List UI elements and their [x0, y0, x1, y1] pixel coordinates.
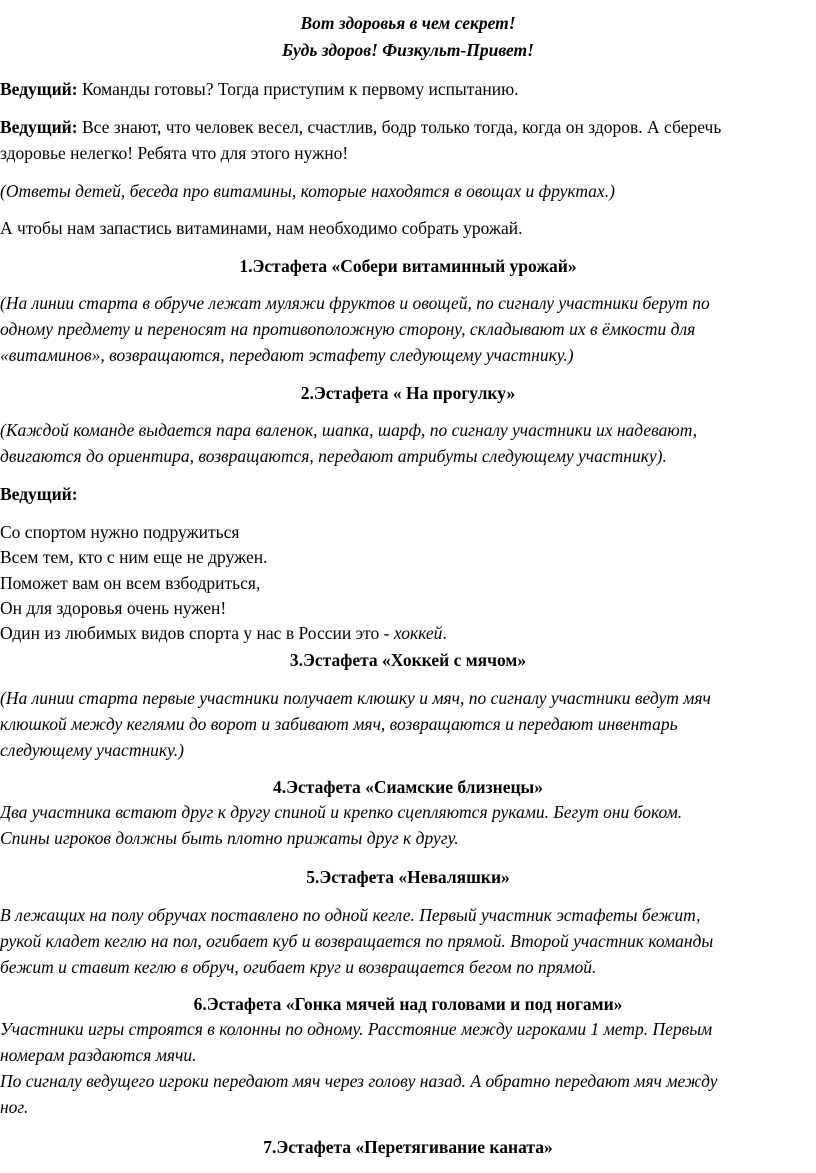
paragraph-2-line-2: здоровье нелегко! Ребята что для этого нужно!	[0, 143, 349, 163]
title-line-2: Будь здоров! Физкульт-Привет!	[282, 40, 534, 60]
relay-1-line: «витаминов», возвращаются, передают эстафету следующему участнику.)	[0, 345, 574, 365]
relay-6-line: номерам раздаются мячи.	[0, 1045, 197, 1065]
poem-line: Всем тем, кто с ним еще не дружен.	[0, 547, 268, 567]
relay-2-heading: 2.Эстафета « На прогулку»	[300, 383, 516, 403]
relay-1-heading: 1.Эстафета «Собери витаминный урожай»	[239, 256, 577, 276]
relay-4-heading: 4.Эстафета «Сиамские близнецы»	[273, 777, 543, 797]
paragraph-1	[0, 78, 519, 100]
relay-7-heading: 7.Эстафета «Перетягивание каната»	[263, 1137, 553, 1157]
title-line-1: Вот здоровья в чем секрет!	[300, 13, 516, 33]
relay-5-line: В лежащих на полу обручах поставлено по одной кегле. Первый участник эстафеты бежит,	[0, 905, 701, 925]
paragraph-text: Все знают, что человек весел, счастлив, бодр только тогда, когда он здоров. А сберечь	[77, 117, 722, 137]
poem-last-italic: хоккей	[393, 623, 443, 643]
relay-6-line: По сигналу ведущего игроки передают мяч через голову назад. А обратно передают мяч между	[0, 1071, 718, 1091]
relay-5-line: бежит и ставит кеглю в обруч, огибает круг и возвращается бегом по прямой.	[0, 957, 597, 977]
relay-2-line: двигаются до ориентира, возвращаются, передают атрибуты следующему участнику).	[0, 446, 667, 466]
poem-line: Он для здоровья очень нужен!	[0, 598, 227, 618]
relay-5-heading: 5.Эстафета «Неваляшки»	[306, 867, 510, 887]
relay-5-line: рукой кладет кеглю на пол, огибает куб и возвращается по прямой. Второй участник команды	[0, 931, 714, 951]
relay-4-line: Спины игроков должны быть плотно прижаты друг к другу.	[0, 828, 459, 848]
poem-last-prefix: Один из любимых видов спорта у нас в России это -	[0, 623, 394, 643]
relay-1-line: (На линии старта в обруче лежат муляжи фруктов и овощей, по сигналу участники берут по	[0, 293, 710, 313]
poem-line: Со спортом нужно подружиться	[0, 522, 240, 542]
paragraph-4: А чтобы нам запастись витаминами, нам необходимо собрать урожай.	[0, 218, 523, 238]
relay-1-line: одному предмету и переносят на противоположную сторону, складывают их в ёмкости для	[0, 319, 696, 339]
paragraph-2-line-1	[0, 116, 721, 138]
poem-last-line	[0, 622, 447, 644]
paragraph-3: (Ответы детей, беседа про витамины, которые находятся в овощах и фруктах.)	[0, 181, 615, 201]
relay-4-line: Два участника встают друг к другу спиной и крепко сцепляются руками. Бегут они боком.	[0, 802, 683, 822]
relay-3-line: следующему участнику.)	[0, 740, 184, 760]
relay-6-line: ног.	[0, 1097, 29, 1117]
paragraph-text: Команды готовы? Тогда приступим к первому испытанию.	[77, 79, 519, 99]
relay-3-heading: 3.Эстафета «Хоккей с мячом»	[289, 650, 527, 670]
speaker-label: Ведущий:	[0, 79, 78, 99]
relay-3-line: (На линии старта первые участники получает клюшку и мяч, по сигналу участники ведут мяч	[0, 688, 711, 708]
relay-2-line: (Каждой команде выдается пара валенок, шапка, шарф, по сигналу участники их надевают,	[0, 420, 698, 440]
speaker-2-label: Ведущий:	[0, 484, 78, 504]
speaker-label: Ведущий:	[0, 117, 78, 137]
poem-last-suffix: .	[442, 623, 447, 643]
poem-line: Поможет вам он всем взбодриться,	[0, 573, 261, 593]
relay-3-line: клюшкой между кеглями до ворот и забивают мяч, возвращаются и передают инвентарь	[0, 714, 678, 734]
relay-6-line: Участники игры строятся в колонны по одному. Расстояние между игроками 1 метр. Первым	[0, 1019, 713, 1039]
relay-6-heading: 6.Эстафета «Гонка мячей над головами и под ногами»	[193, 994, 623, 1014]
